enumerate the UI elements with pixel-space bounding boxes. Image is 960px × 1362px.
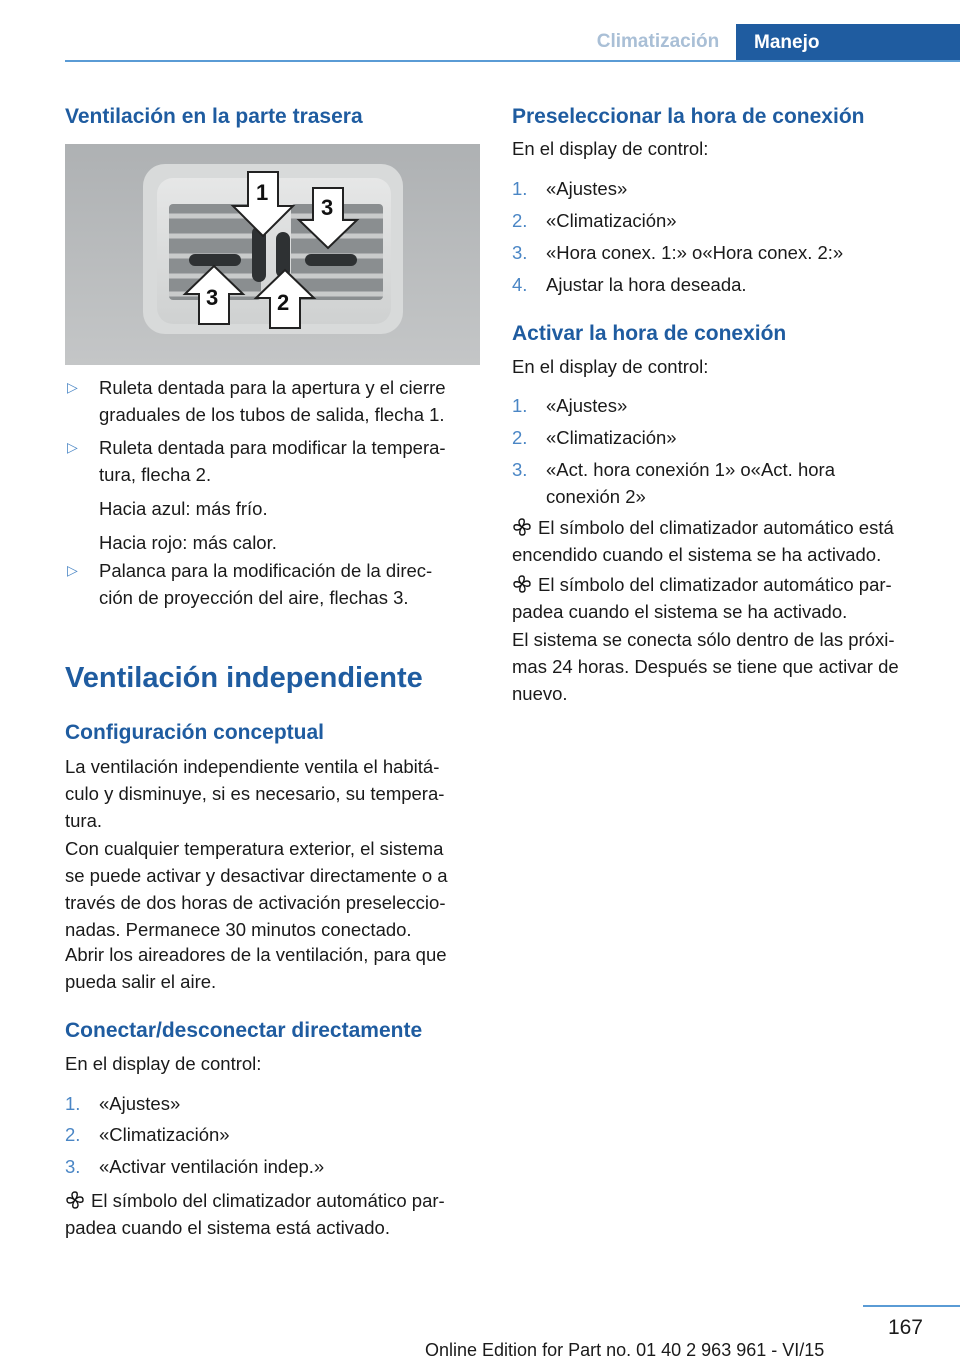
bullet-marker: ▷: [67, 379, 78, 395]
bullet-1: Ruleta dentada para la apertura y el cierre graduales de los tubos de salida, flecha 1.: [99, 377, 446, 425]
paragraph-activation: Con cualquier temperatura exterior, el sistema se puede activar y desactivar directamente o a través de dos horas de activación preseleccio- nadas. Permanece 30 minutos conectado.: [65, 838, 448, 940]
fan-icon: [512, 517, 532, 537]
heading-rear-ventilation: Ventilación en la parte trasera: [65, 105, 363, 128]
fan-icon: [65, 1190, 85, 1210]
paragraph-vents: Abrir los aireadores de la ventilación, para que pueda salir el aire.: [65, 944, 447, 992]
step-activate-3: «Act. hora conexión 1» o«Act. hora conexión 2»: [546, 459, 835, 507]
step-preselect-4: Ajustar la hora deseada.: [546, 274, 747, 295]
header-chapter-tab[interactable]: Manejo: [736, 24, 960, 62]
step-direct-2: «Climatización»: [99, 1124, 230, 1145]
step-number: 2.: [512, 210, 528, 231]
step-activate-1: «Ajustes»: [546, 395, 628, 416]
page-number: 167: [887, 1316, 923, 1339]
step-number: 1.: [512, 178, 528, 199]
intro-direct: En el display de control:: [65, 1053, 262, 1074]
step-number: 2.: [65, 1124, 81, 1145]
rear-vent-figure: [65, 144, 480, 365]
step-direct-3: «Activar ventilación indep.»: [99, 1156, 325, 1177]
note-direct: El símbolo del climatizador automático par- padea cuando el sistema está activado.: [65, 1190, 445, 1238]
step-number: 2.: [512, 427, 528, 448]
bullet-2: Ruleta dentada para modificar la tempera- tura, flecha 2. Hacia azul: más frío. Hacia rojo: más calor.: [99, 437, 446, 553]
step-preselect-2: «Climatización»: [546, 210, 677, 231]
bullet-marker: ▷: [67, 439, 78, 455]
footer-rule: [863, 1305, 960, 1307]
intro-preselect: En el display de control:: [512, 138, 709, 159]
heading-direct: Conectar/desconectar directamente: [65, 1019, 423, 1042]
step-preselect-3: «Hora conex. 1:» o«Hora conex. 2:»: [546, 242, 844, 263]
callout-1: 1: [256, 180, 269, 205]
paragraph-24h: El sistema se conecta sólo dentro de las próxi- mas 24 horas. Después se tiene que activar de nuevo.: [512, 629, 899, 704]
heading-activate: Activar la hora de conexión: [512, 322, 787, 345]
step-number: 1.: [65, 1093, 81, 1114]
edition-line: Online Edition for Part no. 01 40 2 963 961 - VI/15: [425, 1340, 825, 1360]
paragraph-concept: La ventilación independiente ventila el habitá- culo y disminuye, si es necesario, su tempera- tura.: [65, 756, 445, 831]
step-activate-2: «Climatización»: [546, 427, 677, 448]
callout-3-right: 3: [321, 195, 334, 220]
bullet-3: Palanca para la modificación de la direc- ción de proyección del aire, flechas 3.: [99, 560, 433, 608]
heading-preselect: Preseleccionar la hora de conexión: [512, 105, 865, 128]
step-number: 4.: [512, 274, 528, 295]
step-number: 1.: [512, 395, 528, 416]
rear-vent-illustration: [65, 144, 480, 365]
callout-2: 2: [277, 290, 290, 315]
bullet-marker: ▷: [67, 562, 78, 578]
step-number: 3.: [512, 242, 528, 263]
note-blink: El símbolo del climatizador automático par- padea cuando el sistema se ha activado.: [512, 574, 892, 622]
header-rule: [65, 60, 960, 62]
heading-independent-ventilation: Ventilación independiente: [65, 662, 423, 694]
fan-icon: [512, 574, 532, 594]
note-on: El símbolo del climatizador automático está encendido cuando el sistema se ha activado.: [512, 517, 894, 565]
header-section-tab[interactable]: Climatización: [596, 31, 720, 52]
callout-3-left: 3: [206, 285, 219, 310]
step-number: 3.: [512, 459, 528, 480]
step-number: 3.: [65, 1156, 81, 1177]
intro-activate: En el display de control:: [512, 356, 709, 377]
step-preselect-1: «Ajustes»: [546, 178, 628, 199]
heading-concept: Configuración conceptual: [65, 721, 325, 744]
step-direct-1: «Ajustes»: [99, 1093, 181, 1114]
